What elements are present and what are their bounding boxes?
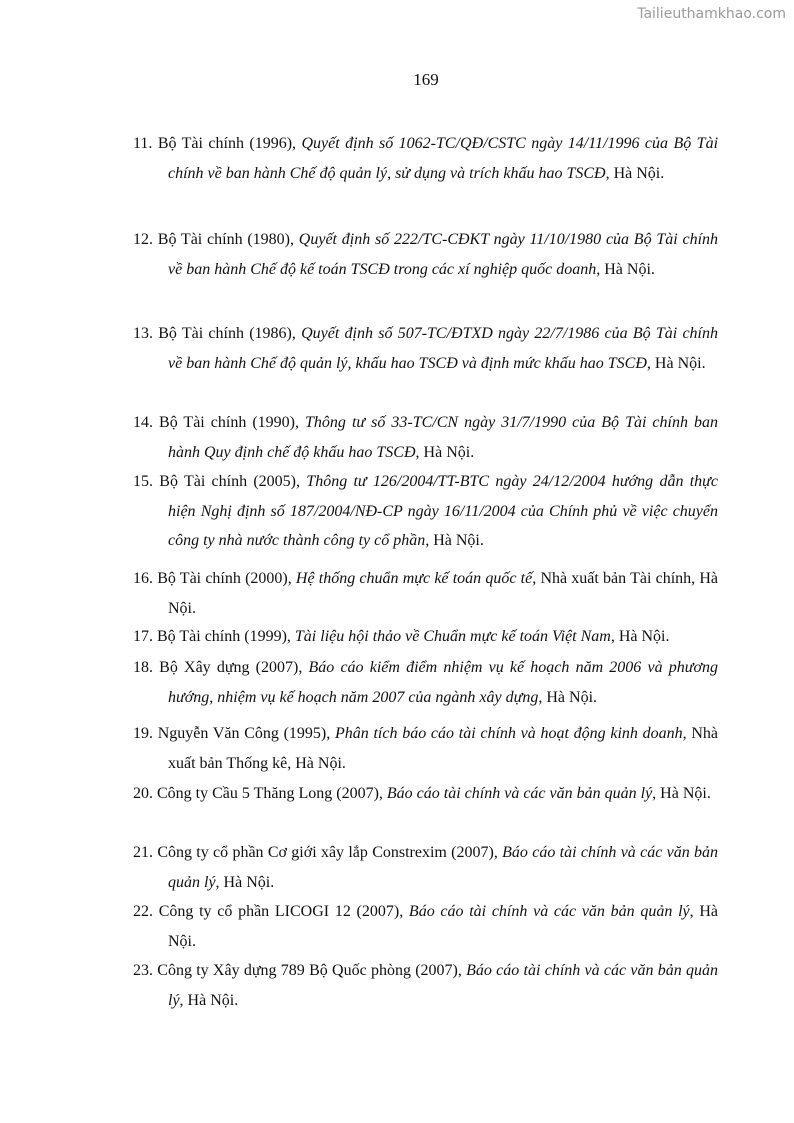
reference-item: 11. Bộ Tài chính (1996), Quyết định số 1062-TC/QĐ/CSTC ngày 14/11/1996 của Bộ Tài chính về ban hành Chế độ quản lý, sử dụng và trích khấu hao TSCĐ, Hà Nội.: [133, 135, 719, 182]
reference-item: 17. Bộ Tài chính (1999), Tài liệu hội thảo về Chuẩn mực kế toán Việt Nam, Hà Nội.: [133, 628, 670, 645]
reference-item: 13. Bộ Tài chính (1986), Quyết định số 507-TC/ĐTXD ngày 22/7/1986 của Bộ Tài chính về ban hành Chế độ quản lý, khấu hao TSCĐ và định mức khấu hao TSCĐ, Hà Nội.: [133, 325, 719, 372]
reference-item: 15. Bộ Tài chính (2005), Thông tư 126/2004/TT-BTC ngày 24/12/2004 hướng dẫn thực hiện Nghị định số 187/2004/NĐ-CP ngày 16/11/2004 của Chính phủ về việc chuyển công ty nhà nước thành công ty cổ phần, Hà Nội.: [133, 473, 719, 549]
page-number: 169: [413, 70, 439, 89]
reference-item: 16. Bộ Tài chính (2000), Hệ thống chuẩn mực kế toán quốc tế, Nhà xuất bản Tài chính, Hà Nội.: [133, 570, 718, 617]
watermark-text: Tailieuthamkhao.com: [637, 6, 786, 22]
reference-item: 18. Bộ Xây dựng (2007), Báo cáo kiểm điểm nhiệm vụ kế hoạch năm 2006 và phương hướng, nhiệm vụ kế hoạch năm 2007 của ngành xây dựng, Hà Nội.: [133, 659, 719, 706]
reference-item: 14. Bộ Tài chính (1990), Thông tư số 33-TC/CN ngày 31/7/1990 của Bộ Tài chính ban hành Quy định chế độ khấu hao TSCĐ, Hà Nội.: [133, 414, 719, 461]
reference-item: 22. Công ty cổ phần LICOGI 12 (2007), Báo cáo tài chính và các văn bản quản lý, Hà Nội.: [133, 903, 719, 950]
reference-item: 20. Công ty Cầu 5 Thăng Long (2007), Báo cáo tài chính và các văn bản quản lý, Hà Nội.: [133, 785, 711, 802]
reference-item: 21. Công ty cổ phần Cơ giới xây lắp Constrexim (2007), Báo cáo tài chính và các văn bản quản lý, Hà Nội.: [133, 844, 719, 891]
reference-item: 12. Bộ Tài chính (1980), Quyết định số 222/TC-CĐKT ngày 11/10/1980 của Bộ Tài chính về ban hành Chế độ kế toán TSCĐ trong các xí nghiệp quốc doanh, Hà Nội.: [133, 231, 719, 278]
reference-item: 23. Công ty Xây dựng 789 Bộ Quốc phòng (2007), Báo cáo tài chính và các văn bản quản lý, Hà Nội.: [133, 962, 719, 1009]
reference-item: 19. Nguyễn Văn Công (1995), Phân tích báo cáo tài chính và hoạt động kinh doanh, Nhà xuất bản Thống kê, Hà Nội.: [133, 725, 719, 772]
